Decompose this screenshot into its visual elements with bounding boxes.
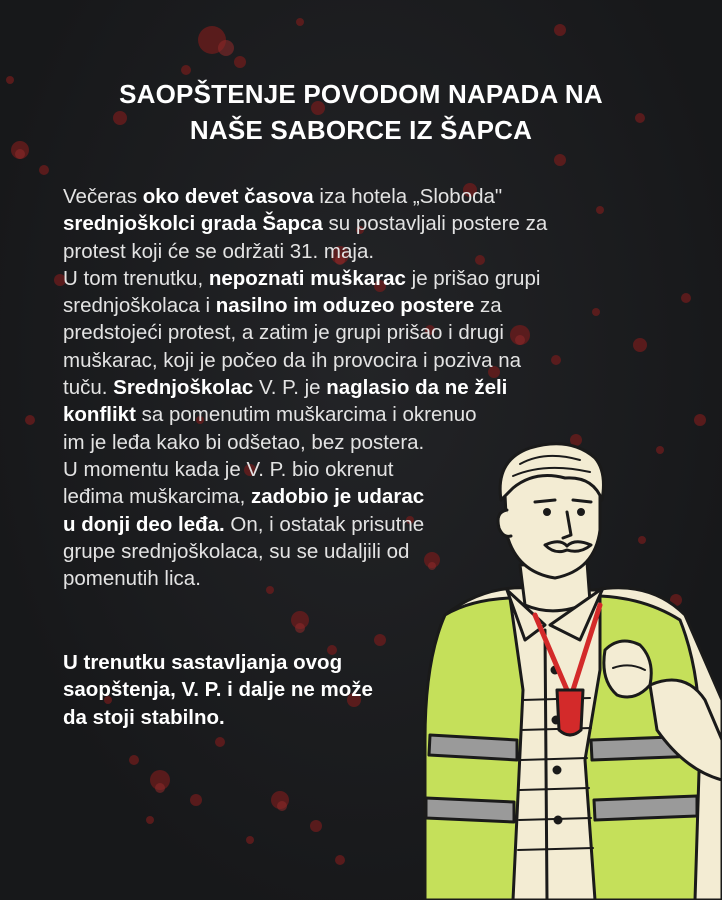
body-line: grupe srednjoškolaca, su se udaljili od (63, 539, 410, 563)
body-line: tuču. Srednjoškolac V. P. je naglasio da ne želi (63, 376, 508, 400)
body-line: predstojeći protest, a zatim je grupi prišao i drugi (63, 321, 504, 345)
page-title (40, 76, 682, 148)
body-line: srednjoškolaca i nasilno im oduzeo postere za (63, 294, 502, 318)
man-in-safety-vest-illustration (395, 440, 722, 900)
body-line: Večeras oko devet časova iza hotela „Sloboda" (63, 185, 503, 208)
body-line: konflikt sa pomenutim muškarcima i okrenuo (63, 403, 477, 427)
body-line: srednjoškolci grada Šapca su postavljali postere za (63, 212, 548, 236)
body-line: muškarac, koji je počeo da ih provocira i poziva na (63, 348, 522, 372)
body-line: U momentu kada je V. P. bio okrenut (63, 457, 394, 481)
body-line: pomenutih lica. (63, 567, 201, 591)
body-line: leđima muškarcima, zadobio je udarac (63, 485, 425, 509)
closing-line-1: U trenutku sastavljanja ovog (63, 651, 343, 674)
closing-line-3: da stoji stabilno. (63, 705, 225, 729)
title-line-1: SAOPŠTENJE POVODOM NAPADA NA (119, 79, 603, 109)
closing-statement (63, 649, 443, 731)
title-line-2: NAŠE SABORCE IZ ŠAPCA (189, 115, 533, 145)
body-line: protest koji će se održati 31. maja. (63, 239, 375, 263)
body-line: im je leđa kako bi odšetao, bez postera. (63, 430, 425, 454)
body-line: u donji deo leđa. On, i ostatak prisutne (63, 512, 425, 536)
body-line: U tom trenutku, nepoznati muškarac je prišao grupi (63, 266, 541, 290)
closing-line-2: saopštenja, V. P. i dalje ne može (63, 678, 373, 702)
